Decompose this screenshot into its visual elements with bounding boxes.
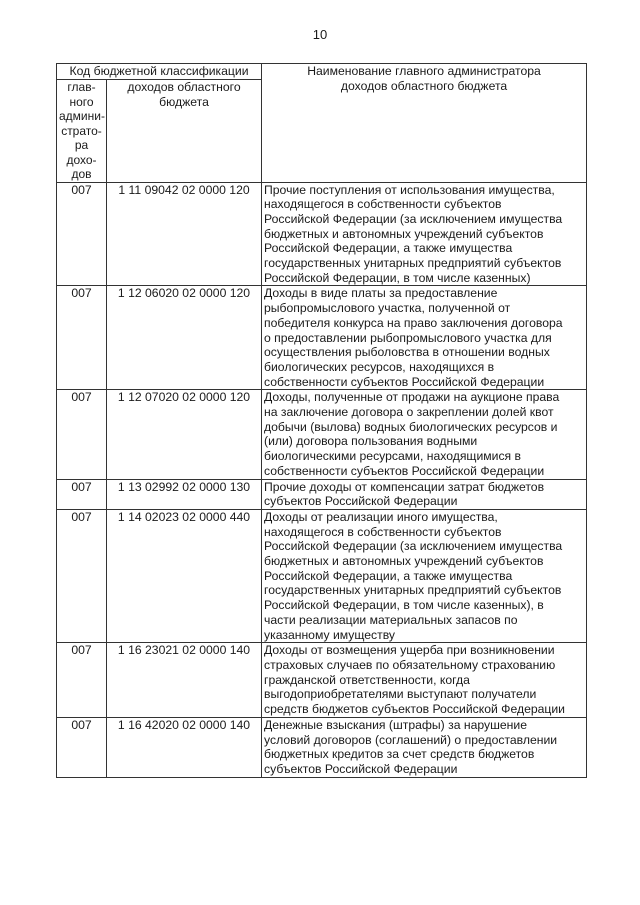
header-row-group [57, 64, 587, 80]
income-name-line: на заключение договора о закреплении долей квот [264, 405, 554, 420]
income-name-line: субъектов Российской Федерации [264, 761, 458, 776]
table-row [57, 286, 587, 390]
income-name-cell [262, 643, 587, 718]
income-name-line: бюджетных кредитов за счет средств бюджетов [264, 747, 535, 762]
income-name-line: биологических ресурсов, находящихся в [264, 359, 495, 374]
income-name-line: указанному имуществу [264, 627, 396, 642]
administrator-code-cell: 007 [57, 390, 107, 479]
income-name-line: Доходы, полученные от продажи на аукционе права [264, 390, 560, 405]
income-name-line: условий договоров (соглашений) о предоставлении [264, 732, 558, 747]
income-name-line: Доходы от реализации иного имущества, [264, 509, 498, 524]
income-name-line: средств бюджетов субъектов Российской Федерации [264, 702, 565, 717]
income-code-cell: 1 11 09042 02 0000 120 [107, 182, 262, 286]
header-regional-budget-income [107, 80, 262, 183]
income-name-line: Доходы в виде платы за предоставление [264, 286, 498, 301]
header-income-line: доходов областного [127, 80, 241, 94]
header-name-line: доходов областного бюджета [340, 79, 508, 93]
income-code-cell: 1 14 02023 02 0000 440 [107, 509, 262, 642]
header-admin-line: ра дохо- [66, 138, 97, 167]
budget-classification-table [56, 63, 587, 778]
header-income-line: бюджета [159, 95, 209, 109]
income-code-cell: 1 16 23021 02 0000 140 [107, 643, 262, 718]
administrator-code-cell: 007 [57, 182, 107, 286]
header-name-line: Наименование главного администратора [307, 64, 541, 78]
income-name-line: государственных унитарных предприятий субъектов [264, 583, 562, 598]
income-name-line: биологическими ресурсами, находящимися в [264, 449, 522, 464]
income-name-line: находящегося в собственности субъектов [264, 197, 502, 212]
income-name-cell [262, 509, 587, 642]
income-name-line: Российской Федерации, а также имущества [264, 241, 513, 256]
income-name-line: Российской Федерации (за исключением имущества [264, 539, 563, 554]
income-name-line: собственности субъектов Российской Федерации [264, 374, 545, 389]
income-code-cell: 1 13 02992 02 0000 130 [107, 479, 262, 509]
header-admin-line: глав- [67, 80, 96, 94]
administrator-code-cell: 007 [57, 643, 107, 718]
income-name-line: рыбопромыслового участка, полученной от [264, 301, 511, 316]
header-admin-line: дов [71, 167, 92, 181]
income-name-cell [262, 182, 587, 286]
income-code-cell: 1 16 42020 02 0000 140 [107, 717, 262, 777]
income-name-line: гражданской ответственности, когда [264, 672, 470, 687]
income-name-line: о предоставлении рыбопромыслового участка для [264, 330, 552, 345]
income-name-line: победителя конкурса на право заключения договора [264, 315, 563, 330]
header-budget-classification-code: Код бюджетной классификации [57, 64, 262, 80]
income-name-line: Российской Федерации, а также имущества [264, 568, 513, 583]
income-name-line: бюджетных и автономных учреждений субъектов [264, 226, 544, 241]
income-name-line: Прочие доходы от компенсации затрат бюджетов [264, 479, 545, 494]
page-number: 10 [312, 27, 328, 42]
income-name-line: Российской Федерации, в том числе казенных) [264, 270, 531, 285]
header-main-administrator [57, 80, 107, 183]
administrator-code-cell: 007 [57, 286, 107, 390]
header-admin-line: ного [69, 94, 94, 109]
income-name-line: (или) договора пользования водными [264, 434, 478, 449]
income-name-line: осуществления рыболовства в отношении водных [264, 345, 550, 360]
table-body [57, 182, 587, 777]
income-name-cell [262, 479, 587, 509]
income-name-line: Российской Федерации, в том числе казенных), в [264, 598, 544, 613]
table-row [57, 479, 587, 509]
income-name-line: страховых случаев по обязательному страхованию [264, 658, 556, 672]
table-row [57, 717, 587, 777]
income-name-line: собственности субъектов Российской Федерации [264, 463, 545, 478]
income-name-line: государственных унитарных предприятий субъектов [264, 256, 562, 271]
header-administrator-name [262, 64, 587, 183]
header-admin-line: админи- [59, 109, 105, 123]
income-name-line: субъектов Российской Федерации [264, 494, 458, 509]
table-row [57, 390, 587, 479]
administrator-code-cell: 007 [57, 717, 107, 777]
income-name-line: находящегося в собственности субъектов [264, 524, 502, 539]
income-name-cell [262, 286, 587, 390]
income-name-line: бюджетных и автономных учреждений субъектов [264, 554, 544, 569]
income-code-cell: 1 12 07020 02 0000 120 [107, 390, 262, 479]
income-name-line: Российской Федерации (за исключением имущества [264, 211, 563, 226]
table-row [57, 182, 587, 286]
table-row [57, 509, 587, 642]
income-name-line: добычи (вылова) водных биологических ресурсов и [264, 419, 558, 434]
administrator-code-cell: 007 [57, 509, 107, 642]
income-name-line: Прочие поступления от использования имущества, [264, 182, 555, 197]
income-name-line: Доходы от возмещения ущерба при возникновении [264, 643, 555, 658]
administrator-code-cell: 007 [57, 479, 107, 509]
income-name-cell [262, 390, 587, 479]
income-code-cell: 1 12 06020 02 0000 120 [107, 286, 262, 390]
income-name-cell [262, 717, 587, 777]
table-row [57, 643, 587, 718]
income-name-line: выгодоприобретателями выступают получатели [264, 687, 537, 702]
income-name-line: части реализации материальных запасов по [264, 612, 518, 627]
income-name-line: Денежные взыскания (штрафы) за нарушение [264, 717, 527, 732]
header-admin-line: страто- [61, 123, 102, 138]
